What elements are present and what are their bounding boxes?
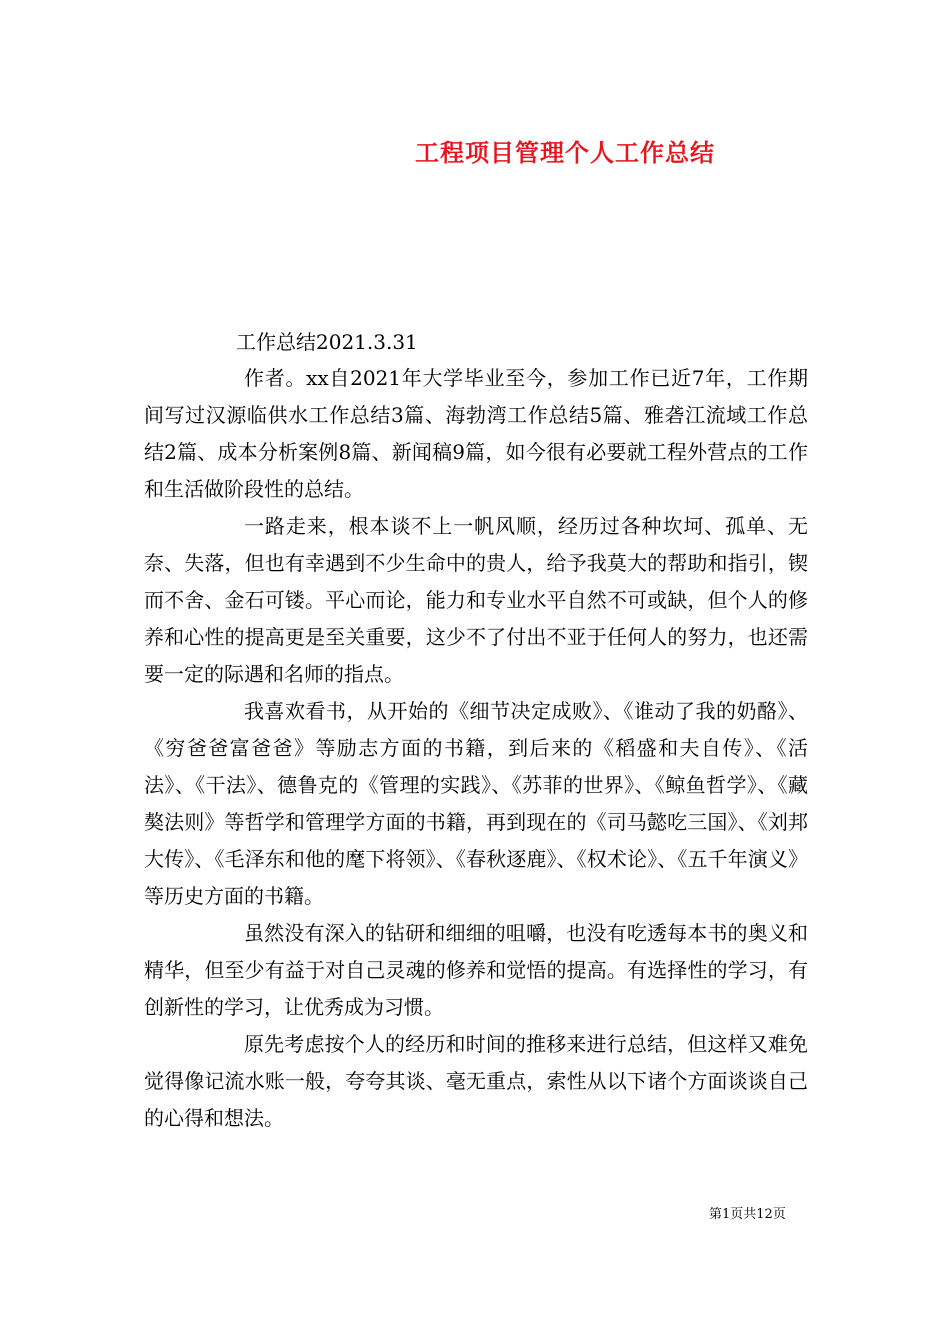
- dateline: 工作总结2021.3.31: [236, 330, 418, 354]
- paragraph-4: 虽然没有深入的钻研和细细的咀嚼，也没有吃透每本书的奥义和精华，但至少有益于对自己灵魂的修养和觉悟的提高。有选择性的学习，有创新性的学习，让优秀成为习惯。: [144, 921, 808, 1019]
- paragraph-1: 作者。xx自2021年大学毕业至今，参加工作已近7年，工作期间写过汉源临供水工作总结3篇、海勃湾工作总结5篇、雅砻江流域工作总结2篇、成本分析案例8篇、新闻稿9篇，如今很有必要就工程外营点的工作和生活做阶段性的总结。: [144, 366, 808, 501]
- body-text: [144, 360, 808, 1137]
- paragraph-2: 一路走来，根本谈不上一帆风顺，经历过各种坎坷、孤单、无奈、失落，但也有幸遇到不少生命中的贵人，给予我莫大的帮助和指引，锲而不舍、金石可镂。平心而论，能力和专业水平自然不可或缺，但个人的修养和心性的提高更是至关重要，这少不了付出不亚于任何人的努力，也还需要一定的际遇和名师的指点。: [144, 514, 808, 686]
- paragraph-3: 我喜欢看书，从开始的《细节决定成败》、《谁动了我的奶酪》、《穷爸爸富爸爸》等励志方面的书籍，到后来的《稻盛和夫自传》、《活法》、《干法》、德鲁克的《管理的实践》、《苏菲的世界》、《鲸鱼哲学》、《藏獒法则》等哲学和管理学方面的书籍，再到现在的《司马懿吃三国》、《刘邦大传》、《毛泽东和他的麾下将领》、《春秋逐鹿》、《权术论》、《五千年演义》等历史方面的书籍。: [144, 699, 808, 908]
- document-title: 工程项目管理个人工作总结: [415, 138, 715, 167]
- paragraph-5: 原先考虑按个人的经历和时间的推移来进行总结，但这样又难免觉得像记流水账一般，夸夸其谈、毫无重点，索性从以下诸个方面谈谈自己的心得和想法。: [144, 1032, 808, 1130]
- page-number-footer: 第1页共12页: [709, 1207, 786, 1222]
